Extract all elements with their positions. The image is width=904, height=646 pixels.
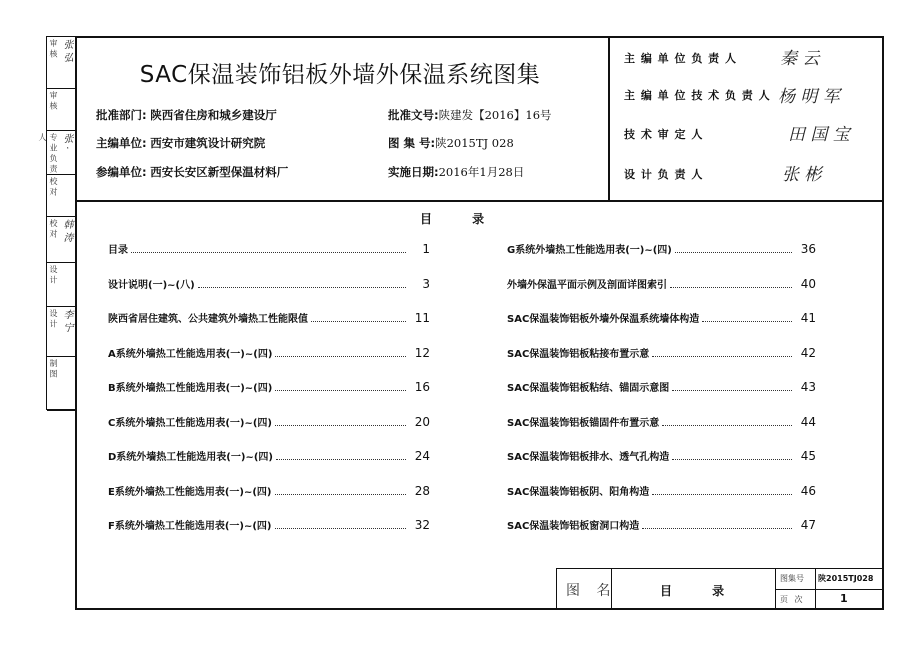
strip-cell [47,217,75,263]
approve-dept-label: 批准部门: [96,108,147,122]
atlas-no-cell-label: 图集号 [780,574,804,583]
toc-entry-leader [702,321,792,322]
toc-entry [108,345,430,365]
approve-dept-value: 陕西省住房和城乡建设厅 [150,108,277,122]
toc-entry-title: E系统外墙热工性能选用表(一)~(四) [108,486,272,498]
strip-cell-label: 校 对 [49,177,58,196]
strip-cell-label: 设 计 [49,309,58,328]
toc-entry-leader [670,287,792,288]
toc-entry-title: SAC保温装饰铝板粘接布置示意 [507,348,650,360]
strip-cell [38,131,75,175]
toc-entry-page: 44 [800,414,816,429]
toc-entry-title: 陕西省居住建筑、公共建筑外墙热工性能限值 [108,314,308,325]
toc-entry-title: SAC保温装饰铝板排水、透气孔构造 [507,452,670,463]
toc-entry-page: 24 [414,449,430,463]
toc-entry-page: 20 [414,414,430,429]
toc-entry [507,241,816,261]
toc-entry [507,483,816,503]
co-editor-value: 西安长安区新型保温材料厂 [150,165,289,179]
toc-entry [507,448,816,468]
impl-date-label: 实施日期: [388,165,439,179]
co-editor [96,164,288,180]
toc-entry-leader [198,287,406,288]
toc-entry [108,483,430,503]
toc-entry-page: 32 [414,518,430,532]
editor [96,135,265,151]
resp-sig-chief-unit: 秦 云 [780,49,820,69]
editor-value: 西安市建筑设计研究院 [150,136,266,150]
toc-entry-page: 45 [800,449,816,463]
toc-left-column [108,241,430,552]
doc-no-value: 陕建发【2016】16号 [438,108,552,122]
impl-date-value: 2016年1月28日 [438,165,525,179]
toc-entry-page: 11 [414,311,430,325]
toc-entry-leader [652,356,792,357]
strip-cell-signature: 李 宁 [61,309,72,333]
strip-cell-signature: 张 · [61,133,72,150]
impl-date [388,164,524,180]
toc-entry-leader [652,494,792,495]
toc-entry-page: 46 [800,483,816,498]
resp-sig-design-lead: 张 彬 [782,165,822,185]
toc-entry [507,345,816,365]
toc-entry [507,414,816,434]
toc-entry-leader [642,528,792,529]
toc-entry-leader [675,252,792,253]
toc-entry [108,276,430,296]
toc-entry-leader [275,528,407,529]
toc-entry-page: 47 [800,518,816,532]
toc-entry-leader [662,425,792,426]
toc-entry [108,414,430,434]
resp-sig-tech-review: 田 国 宝 [788,125,850,145]
atlas-no-label: 图 集 号: [388,136,436,150]
editor-label: 主编单位: [96,136,147,150]
strip-cell [47,175,75,217]
toc-entry [507,276,816,296]
toc-entry [108,448,430,468]
toc-entry-page: 41 [800,311,816,325]
toc-entry-leader [276,459,406,460]
strip-cell-label: 专 业 负 责 人 [38,133,58,173]
toc-entry-title: SAC保温装饰铝板外墙外保温系统墙体构造 [507,314,700,325]
toc-entry-title: 设计说明(一)~(八) [108,279,195,291]
toc-entry-title: 外墙外保温平面示例及剖面详图索引 [507,279,667,291]
toc-entry-page: 12 [414,345,430,360]
toc-entry-leader [672,459,792,460]
toc-entry-leader [672,390,792,391]
toc-entry-title: SAC保温装饰铝板锚固件布置示意 [507,417,660,429]
toc-entry-leader [275,494,407,495]
toc-entry [108,517,430,537]
strip-cell-label: 审 核 [49,91,58,110]
strip-cell-label: 制 图 [49,359,58,378]
header-divider [75,200,884,202]
atlas-no-cell-value: 陕2015TJ028 [818,574,874,583]
toc-entry-leader [275,390,406,391]
resp-role-tech-lead: 主 编 单 位 技 术 负 责 人 [624,89,771,102]
resp-role-design-lead: 设 计 负 责 人 [624,168,704,181]
toc-entry-page: 16 [414,380,430,394]
doc-no [388,107,552,123]
toc-entry-title: C系统外墙热工性能选用表(一)~(四) [108,417,272,429]
strip-cell-signature: 韩 涛 [61,219,72,243]
toc-entry-title: B系统外墙热工性能选用表(一)~(四) [108,383,273,394]
strip-cell [47,37,75,89]
toc-entry-title: SAC保温装饰铝板阴、阳角构造 [507,486,650,498]
toc-entry-title: SAC保温装饰铝板粘结、锚固示意图 [507,383,670,394]
strip-cell-label: 审 核 [49,39,58,58]
strip-cell [47,357,75,411]
toc-right-column [507,241,816,552]
strip-cell [47,307,75,357]
atlas-no [388,135,514,151]
approve-dept [96,107,277,123]
toc-entry [108,379,430,399]
toc-entry-page: 43 [800,380,816,394]
toc-heading: 目 录 [420,212,503,226]
toc-entry-title: D系统外墙热工性能选用表(一)~(四) [108,452,273,463]
toc-entry-title: F系统外墙热工性能选用表(一)~(四) [108,521,272,532]
atlas-title: SAC保温装饰铝板外墙外保温系统图集 [139,62,541,88]
toc-entry [507,517,816,537]
toc-entry-page: 1 [422,242,430,256]
toc-entry-leader [275,425,406,426]
toc-entry-page: 3 [422,276,430,291]
toc-entry-title: G系统外墙热工性能选用表(一)~(四) [507,245,672,256]
drawing-name-value: 目 录 [660,584,743,598]
toc-entry-leader [275,356,406,357]
toc-entry [507,379,816,399]
page-no-cell-value: 1 [840,592,848,605]
strip-cell [47,263,75,307]
resp-role-chief-unit: 主 编 单 位 负 责 人 [624,52,737,65]
toc-entry-title: A系统外墙热工性能选用表(一)~(四) [108,348,273,360]
strip-cell-signature: 张 弘 [61,39,72,63]
resp-sig-tech-lead: 杨 明 军 [778,87,840,107]
toc-entry-title: 目录 [108,245,128,256]
toc-entry-page: 42 [800,345,816,360]
toc-entry-page: 28 [414,483,430,498]
toc-entry-page: 40 [800,276,816,291]
toc-entry [108,310,430,330]
signature-strip [38,36,76,410]
toc-entry-leader [131,252,406,253]
drawing-name-label: 图 名 [566,583,617,599]
page-no-cell-label: 页 次 [780,595,805,604]
doc-no-label: 批准文号: [388,108,439,122]
co-editor-label: 参编单位: [96,165,147,179]
toc-entry [108,241,430,261]
resp-role-tech-review: 技 术 审 定 人 [624,128,704,141]
strip-cell [47,89,75,131]
atlas-no-value: 陕2015TJ 028 [435,136,514,150]
toc-entry-page: 36 [800,242,816,256]
strip-cell-label: 设 计 [49,265,58,284]
toc-entry-leader [311,321,406,322]
strip-cell-label: 校 对 [49,219,58,238]
toc-entry-title: SAC保温装饰铝板窗洞口构造 [507,521,640,532]
toc-entry [507,310,816,330]
header-vertical-divider [608,36,610,201]
